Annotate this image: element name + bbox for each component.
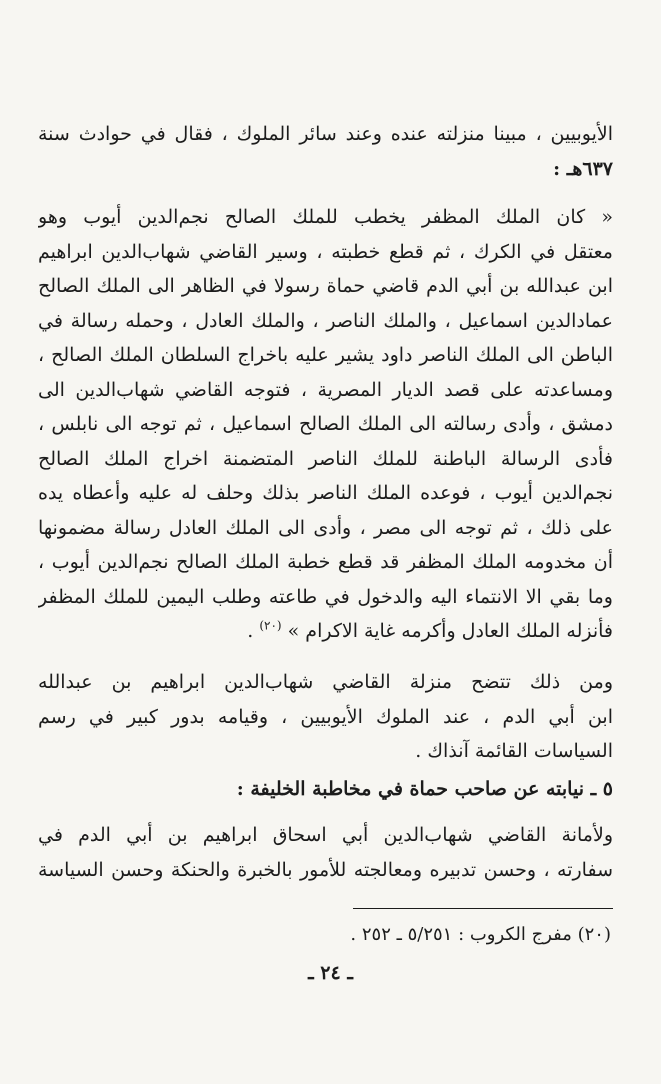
text-line: ومن ذلك تتضح منزلة القاضي شهاب‌الدين ابراهيم بن عبدالله — [38, 671, 613, 693]
page-number: ـ ٢٤ ـ — [308, 962, 353, 984]
text-line: سفارته ، وحسن تدبيره ومعالجته للأمور بالخبرة والحنكة وحسن السياسة — [38, 858, 613, 881]
text-line: ٦٣٧هـ : — [553, 157, 613, 180]
text-line: الأيوبيين ، مبينا منزلته عنده وعند سائر الملوك ، فقال في حوادث سنة — [38, 123, 613, 145]
quote-final-text: فأنزله الملك العادل وأكرمه غاية الاكرام » — [287, 620, 613, 642]
text-line-final — [38, 614, 613, 649]
text-line: دمشق ، وأدى رسالته الى الملك الصالح اسماعيل ، ثم توجه الى نابلس ، — [38, 413, 613, 435]
paragraph-section — [38, 818, 613, 887]
footnote-marker: (٢٠) — [259, 618, 282, 633]
text-line: ابن عبدالله بن أبي الدم قاضي حماة رسولا في الظاهر الى الملك الصالح — [38, 275, 613, 297]
text-line: السياسات القائمة آنذاك . — [415, 740, 613, 762]
footnote-divider — [353, 908, 613, 909]
end-mark: . — [247, 620, 254, 642]
paragraph-conclusion — [38, 665, 613, 769]
text-line: فأدى الرسالة الباطنة للملك الناصر المتضمنة اخراج الملك الصالح — [38, 447, 613, 470]
text-line: على ذلك ، ثم توجه الى مصر ، وأدى الى الملك العادل رسالة مضمونها — [38, 516, 613, 539]
section-heading: ٥ ـ نيابته عن صاحب حماة في مخاطبة الخليفة : — [236, 778, 613, 800]
text-line: ومساعدته على قصد الديار المصرية ، فتوجه القاضي شهاب‌الدين الى — [38, 378, 613, 401]
text-line: وما بقي الا الانتماء اليه والدخول في طاعته وطلب اليمين للملك المظفر — [38, 585, 613, 608]
text-line: ولأمانة القاضي شهاب‌الدين أبي اسحاق ابراهيم بن أبي الدم في — [38, 824, 613, 846]
paragraph-quotation — [38, 200, 613, 649]
text-line: معتقل في الكرك ، ثم قطع خطبته ، وسير القاضي شهاب‌الدين ابراهيم — [38, 240, 613, 263]
text-line: عماد‌الدين اسماعيل ، والملك الناصر ، والملك العادل ، وحمله رسالة في — [38, 309, 613, 332]
text-line: نجم‌الدين أيوب ، فوعده الملك الناصر بذلك وحلف له عليه وأعطاه يده — [38, 482, 613, 504]
text-line: ابن أبي الدم ، عند الملوك الأيوبيين ، وقيامه بدور كبير في رسم — [38, 705, 613, 728]
paragraph-intro — [38, 117, 613, 186]
text-line: « كان الملك المظفر يخطب للملك الصالح نجم‌الدين أيوب وهو — [38, 206, 613, 228]
text-line: الباطن الى الملك الناصر داود يشير عليه باخراج السلطان الملك الصالح ، — [38, 344, 613, 366]
footnote: (٢٠) مفرج الكروب : ٥/٢٥١ ـ ٢٥٢ . — [350, 924, 611, 945]
text-line: أن مخدومه الملك المظفر قد قطع خطبة الملك الصالح نجم‌الدين أيوب ، — [38, 551, 613, 573]
